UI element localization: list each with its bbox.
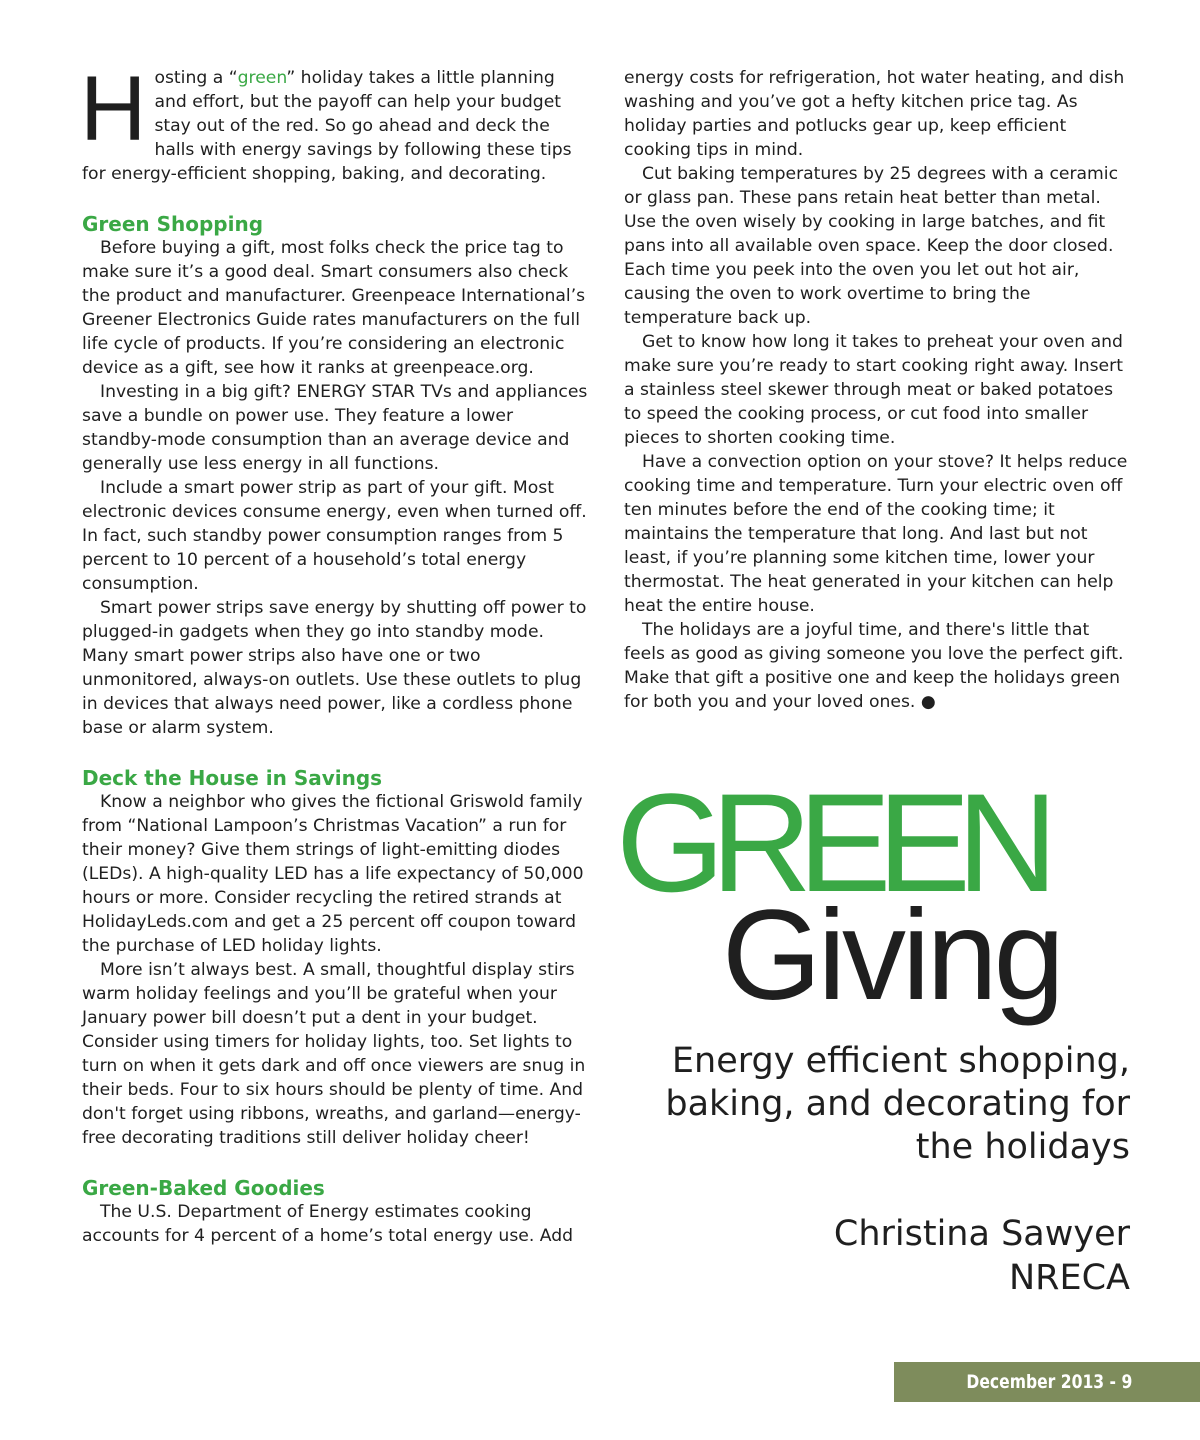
shopping-paragraph-3: Include a smart power strip as part of your gift. Most electronic devices consume energy, even when turned off. In fact, such standby power consumption ranges from 5 percent to 10 percent of a household’s total energy consumption.: [82, 478, 587, 594]
shopping-paragraph-1: Before buying a gift, most folks check the price tag to make sure it’s a good deal. Smart consumers also check the product and manufacturer. Greenpeace International’s Greener Electronics Guide rates manufacturers on the full life cycle of products. If you’re considering an electronic device as a gift, see how it ranks at greenpeace.org.: [82, 238, 586, 378]
left-column: [80, 58, 592, 1248]
right-column: [624, 66, 1134, 714]
subtitle-line-1: Energy efficient shopping,: [671, 1041, 1130, 1081]
author-org: NRECA: [1009, 1258, 1130, 1298]
title-giving: Giving: [722, 884, 1061, 1027]
end-mark: ●: [920, 692, 936, 712]
shopping-paragraph-4: Smart power strips save energy by shutting off power to plugged-in gadgets when they go into standby mode. Many smart power strips also have one or two unmonitored, always-on outlets. Use these outlets to plug in devices that always need power, like a cordless phone base or alarm system.: [82, 598, 587, 738]
intro-text-rest: ” holiday takes a little planning and effort, but the payoff can help your budget stay out of the red. So go ahead and deck the halls with energy savings by following these tips for energy-efficient shopping, baking, and decorating.: [82, 68, 572, 184]
heading-green-shopping: Green Shopping: [82, 212, 264, 236]
deck-paragraph-1: Know a neighbor who gives the fictional Griswold family from “National Lampoon’s Christmas Vacation” a run for their money? Give them strings of light-emitting diodes (LEDs). A high-quality LED has a life expectancy of 50,000 hours or more. Consider recycling the retired strands at HolidayLeds.com and get a 25 percent off coupon toward the purchase of LED holiday lights.: [82, 792, 584, 956]
author-name: Christina Sawyer: [833, 1214, 1130, 1254]
right-paragraph-2: Get to know how long it takes to preheat your oven and make sure you’re ready to start cooking right away. Insert a stainless steel skewer through meat or baked potatoes to speed the cooking process, or cut food into smaller pieces to shorten cooking time.: [624, 332, 1123, 448]
intro-green-word: green: [237, 68, 287, 88]
baked-paragraph-1: The U.S. Department of Energy estimates cooking accounts for 4 percent of a home’s total energy use. Add: [82, 1202, 574, 1246]
heading-green-baked-goodies: Green-Baked Goodies: [82, 1176, 325, 1200]
right-paragraph-3: Have a convection option on your stove? It helps reduce cooking time and temperature. Turn your electric oven off ten minutes before the end of the cooking time; it maintains the temperature that long. And last but not least, if you’re planning some kitchen time, lower your thermostat. The heat generated in your kitchen can help heat the entire house.: [624, 452, 1128, 616]
right-paragraph-1: Cut baking temperatures by 25 degrees with a ceramic or glass pan. These pans retain heat better than metal. Use the oven wisely by cooking in large batches, and fit pans into all available oven space. Keep the door closed. Each time you peek into the oven you let out hot air, causing the oven to work overtime to bring the temperature back up.: [624, 164, 1119, 328]
drop-cap: H: [80, 58, 147, 160]
intro-text-start: osting a “: [154, 68, 238, 88]
title-green: GREEN: [616, 764, 1044, 921]
deck-paragraph-2: More isn’t always best. A small, thoughtful display stirs warm holiday feelings and you’ll be grateful when your January power bill doesn’t put a dent in your budget. Consider using timers for holiday lights, too. Set lights to turn on when it gets dark and off once viewers are snug in their beds. Four to six hours should be plenty of time. And don't forget using ribbons, wreaths, and garland—energy-free decorating traditions still deliver holiday cheer!: [82, 960, 586, 1148]
right-paragraph-0: energy costs for refrigeration, hot water heating, and dish washing and you’ve got a hefty kitchen price tag. As holiday parties and potlucks gear up, keep efficient cooking tips in mind.: [624, 68, 1125, 160]
page-date-number: December 2013 - 9: [966, 1371, 1132, 1393]
byline: [620, 1212, 1130, 1300]
closing-text: The holidays are a joyful time, and there's little that feels as good as giving someone you love the perfect gift. Make that gift a positive one and keep the holidays green for both you and your loved ones.: [624, 620, 1124, 712]
shopping-paragraph-2: Investing in a big gift? ENERGY STAR TVs and appliances save a bundle on power use. They feature a lower standby-mode consumption than an average device and generally use less energy in all functions.: [82, 382, 588, 474]
subtitle: [620, 1040, 1130, 1169]
footer-bar: [894, 1362, 1200, 1402]
heading-deck-the-house: Deck the House in Savings: [82, 766, 383, 790]
right-paragraph-4: [624, 618, 1134, 714]
intro-paragraph: [80, 58, 592, 186]
subtitle-line-2: baking, and decorating for: [665, 1084, 1130, 1124]
subtitle-line-3: the holidays: [915, 1127, 1130, 1167]
